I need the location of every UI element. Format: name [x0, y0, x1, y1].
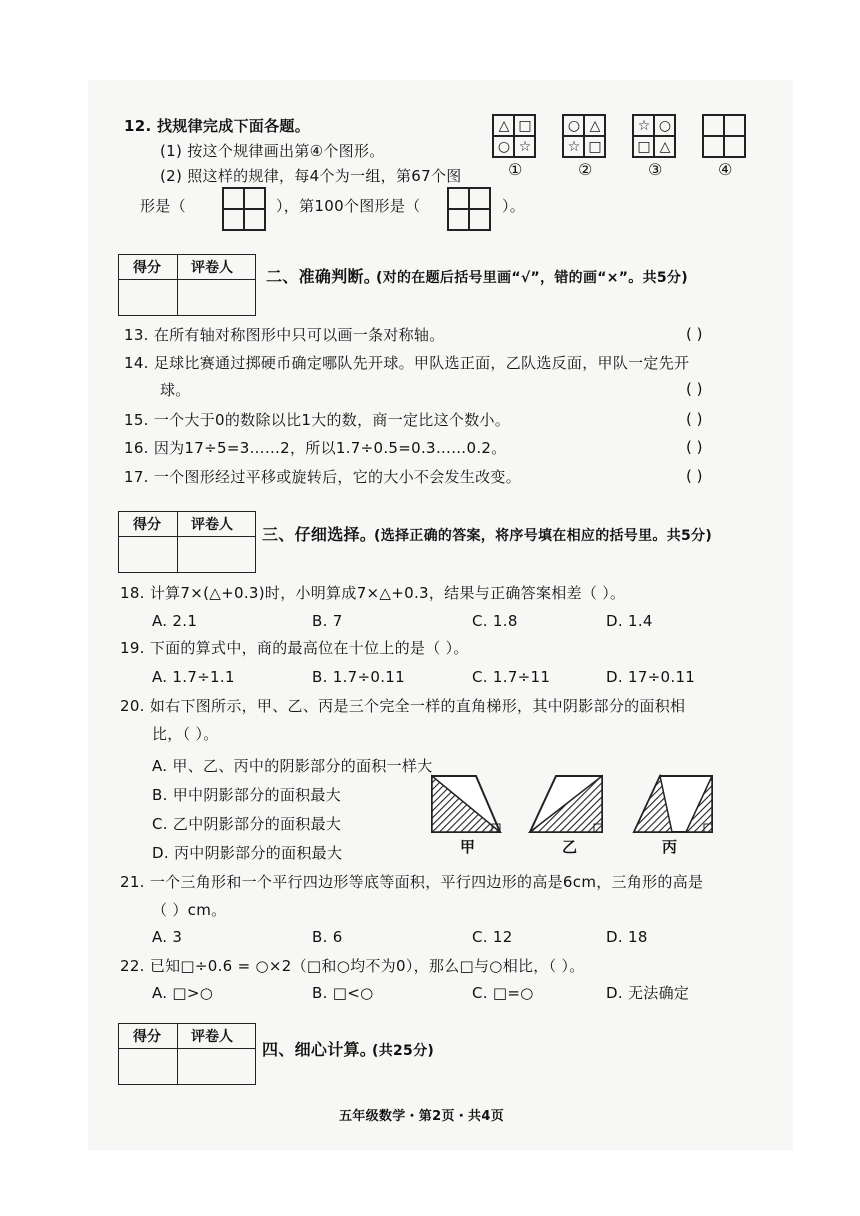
figure-label-bing: 丙 — [662, 838, 678, 856]
section3-title: 三、仔细选择。 — [262, 525, 377, 544]
q21-option-c: C. 12 — [472, 928, 513, 946]
answer-paren-16[interactable]: ( ) — [686, 438, 703, 456]
figure-label-2: ② — [578, 160, 593, 179]
square-icon: □ — [588, 139, 602, 155]
q20-stem-cont: 比，（ ）。 — [152, 725, 219, 743]
trapezoid-figures — [428, 772, 718, 836]
circle-icon: ○ — [567, 118, 581, 134]
triangle-icon: △ — [589, 118, 601, 134]
star-icon: ☆ — [567, 139, 581, 155]
grade-box-sec4 — [118, 1023, 256, 1085]
pattern-figure-4[interactable] — [702, 114, 746, 158]
q18-option-d: D. 1.4 — [606, 612, 653, 630]
figure-label-4: ④ — [718, 160, 733, 179]
figure-label-yi: 乙 — [562, 838, 578, 856]
figure-label-3: ③ — [648, 160, 663, 179]
figure-label-jia: 甲 — [460, 838, 476, 856]
q12-part2-cont-a: 形是（ — [140, 197, 186, 215]
square-icon: □ — [637, 139, 651, 155]
q13: 13. 在所有轴对称图形中只可以画一条对称轴。 — [124, 326, 445, 344]
answer-paren-17[interactable]: ( ) — [686, 467, 703, 485]
page-footer: 五年级数学・第2页・共4页 — [339, 1109, 504, 1124]
grader-label: 评卷人 — [191, 260, 233, 276]
q12-part2-cont-c: ）。 — [502, 197, 526, 215]
score-label: 得分 — [133, 260, 161, 276]
section4-title: 四、细心计算。 — [262, 1040, 377, 1059]
q22-option-c: C. □=○ — [472, 984, 534, 1002]
q21-stem: 21. 一个三角形和一个平行四边形等底等面积，平行四边形的高是6cm，三角形的高是 — [120, 873, 704, 891]
q20-option-d: D. 丙中阴影部分的面积最大 — [152, 844, 343, 862]
q12-part2: (2) 照这样的规律，每4个为一组，第67个图 — [160, 167, 462, 185]
q20-option-c: C. 乙中阴影部分的面积最大 — [152, 815, 342, 833]
trapezoid-jia — [432, 776, 500, 832]
grade-box-sec2 — [118, 254, 256, 316]
square-icon: □ — [518, 118, 532, 134]
pattern-figure-3 — [632, 114, 676, 158]
section2-title: 二、准确判断。 — [266, 267, 381, 286]
q21-option-a: A. 3 — [152, 928, 183, 946]
q18-option-c: C. 1.8 — [472, 612, 518, 630]
q22-option-d: D. 无法确定 — [606, 984, 690, 1002]
q22-option-b: B. □<○ — [312, 984, 374, 1002]
q21-option-b: B. 6 — [312, 928, 343, 946]
answer-paren-14[interactable]: ( ) — [686, 380, 703, 398]
answer-paren-15[interactable]: ( ) — [686, 410, 703, 428]
q20-option-a: A. 甲、乙、丙中的阴影部分的面积一样大 — [152, 757, 433, 775]
pattern-figure-2 — [562, 114, 606, 158]
q18-option-a: A. 2.1 — [152, 612, 198, 630]
answer-box-100[interactable] — [447, 187, 491, 231]
circle-icon: ○ — [658, 118, 672, 134]
q19-option-d: D. 17÷0.11 — [606, 668, 696, 686]
q19-stem: 19. 下面的算式中，商的最高位在十位上的是（ ）。 — [120, 639, 469, 657]
pattern-figure-1 — [492, 114, 536, 158]
q20-option-b: B. 甲中阴影部分的面积最大 — [152, 786, 342, 804]
q19-option-c: C. 1.7÷11 — [472, 668, 551, 686]
triangle-icon: △ — [659, 139, 671, 155]
star-icon: ☆ — [518, 139, 532, 155]
section3-note: (选择正确的答案，将序号填在相应的括号里。共5分) — [374, 528, 713, 544]
q14-cont: 球。 — [160, 381, 191, 399]
section2-note: (对的在题后括号里画“√”，错的画“×”。共5分) — [376, 270, 688, 286]
score-label: 得分 — [133, 517, 161, 533]
q22-option-a: A. □>○ — [152, 984, 214, 1002]
q22-stem: 22. 已知□÷0.6 = ○×2（□和○均不为0），那么□与○相比，（ ）。 — [120, 957, 585, 975]
q21-stem-cont: （ ）cm。 — [152, 901, 227, 919]
q16: 16. 因为17÷5=3……2，所以1.7÷0.5=0.3……0.2。 — [124, 439, 507, 457]
circle-icon: ○ — [497, 139, 511, 155]
q19-option-a: A. 1.7÷1.1 — [152, 668, 235, 686]
q19-option-b: B. 1.7÷0.11 — [312, 668, 405, 686]
score-label: 得分 — [133, 1029, 161, 1045]
q18-stem: 18. 计算7×(△+0.3)时，小明算成7×△+0.3，结果与正确答案相差（ ）。 — [120, 584, 626, 602]
triangle-icon: △ — [498, 118, 510, 134]
q12-title: 12. 找规律完成下面各题。 — [124, 117, 310, 135]
q17: 17. 一个图形经过平移或旋转后，它的大小不会发生改变。 — [124, 468, 522, 486]
q14: 14. 足球比赛通过掷硬币确定哪队先开球。甲队选正面，乙队选反面，甲队一定先开 — [124, 354, 690, 372]
trapezoid-yi — [530, 776, 602, 832]
q20-stem: 20. 如右下图所示，甲、乙、丙是三个完全一样的直角梯形，其中阴影部分的面积相 — [120, 697, 686, 715]
section4-note: (共25分) — [372, 1043, 435, 1059]
figure-label-1: ① — [508, 160, 523, 179]
q12-part1: (1) 按这个规律画出第④个图形。 — [160, 142, 385, 160]
q18-option-b: B. 7 — [312, 612, 343, 630]
star-icon: ☆ — [637, 118, 651, 134]
answer-paren-13[interactable]: ( ) — [686, 325, 703, 343]
q21-option-d: D. 18 — [606, 928, 648, 946]
grader-label: 评卷人 — [191, 517, 233, 533]
answer-box-67[interactable] — [222, 187, 266, 231]
q12-part2-cont-b: ），第100个图形是（ — [276, 197, 421, 215]
trapezoid-bing — [634, 776, 712, 832]
q15: 15. 一个大于0的数除以比1大的数，商一定比这个数小。 — [124, 411, 511, 429]
grade-box-sec3 — [118, 511, 256, 573]
grader-label: 评卷人 — [191, 1029, 233, 1045]
